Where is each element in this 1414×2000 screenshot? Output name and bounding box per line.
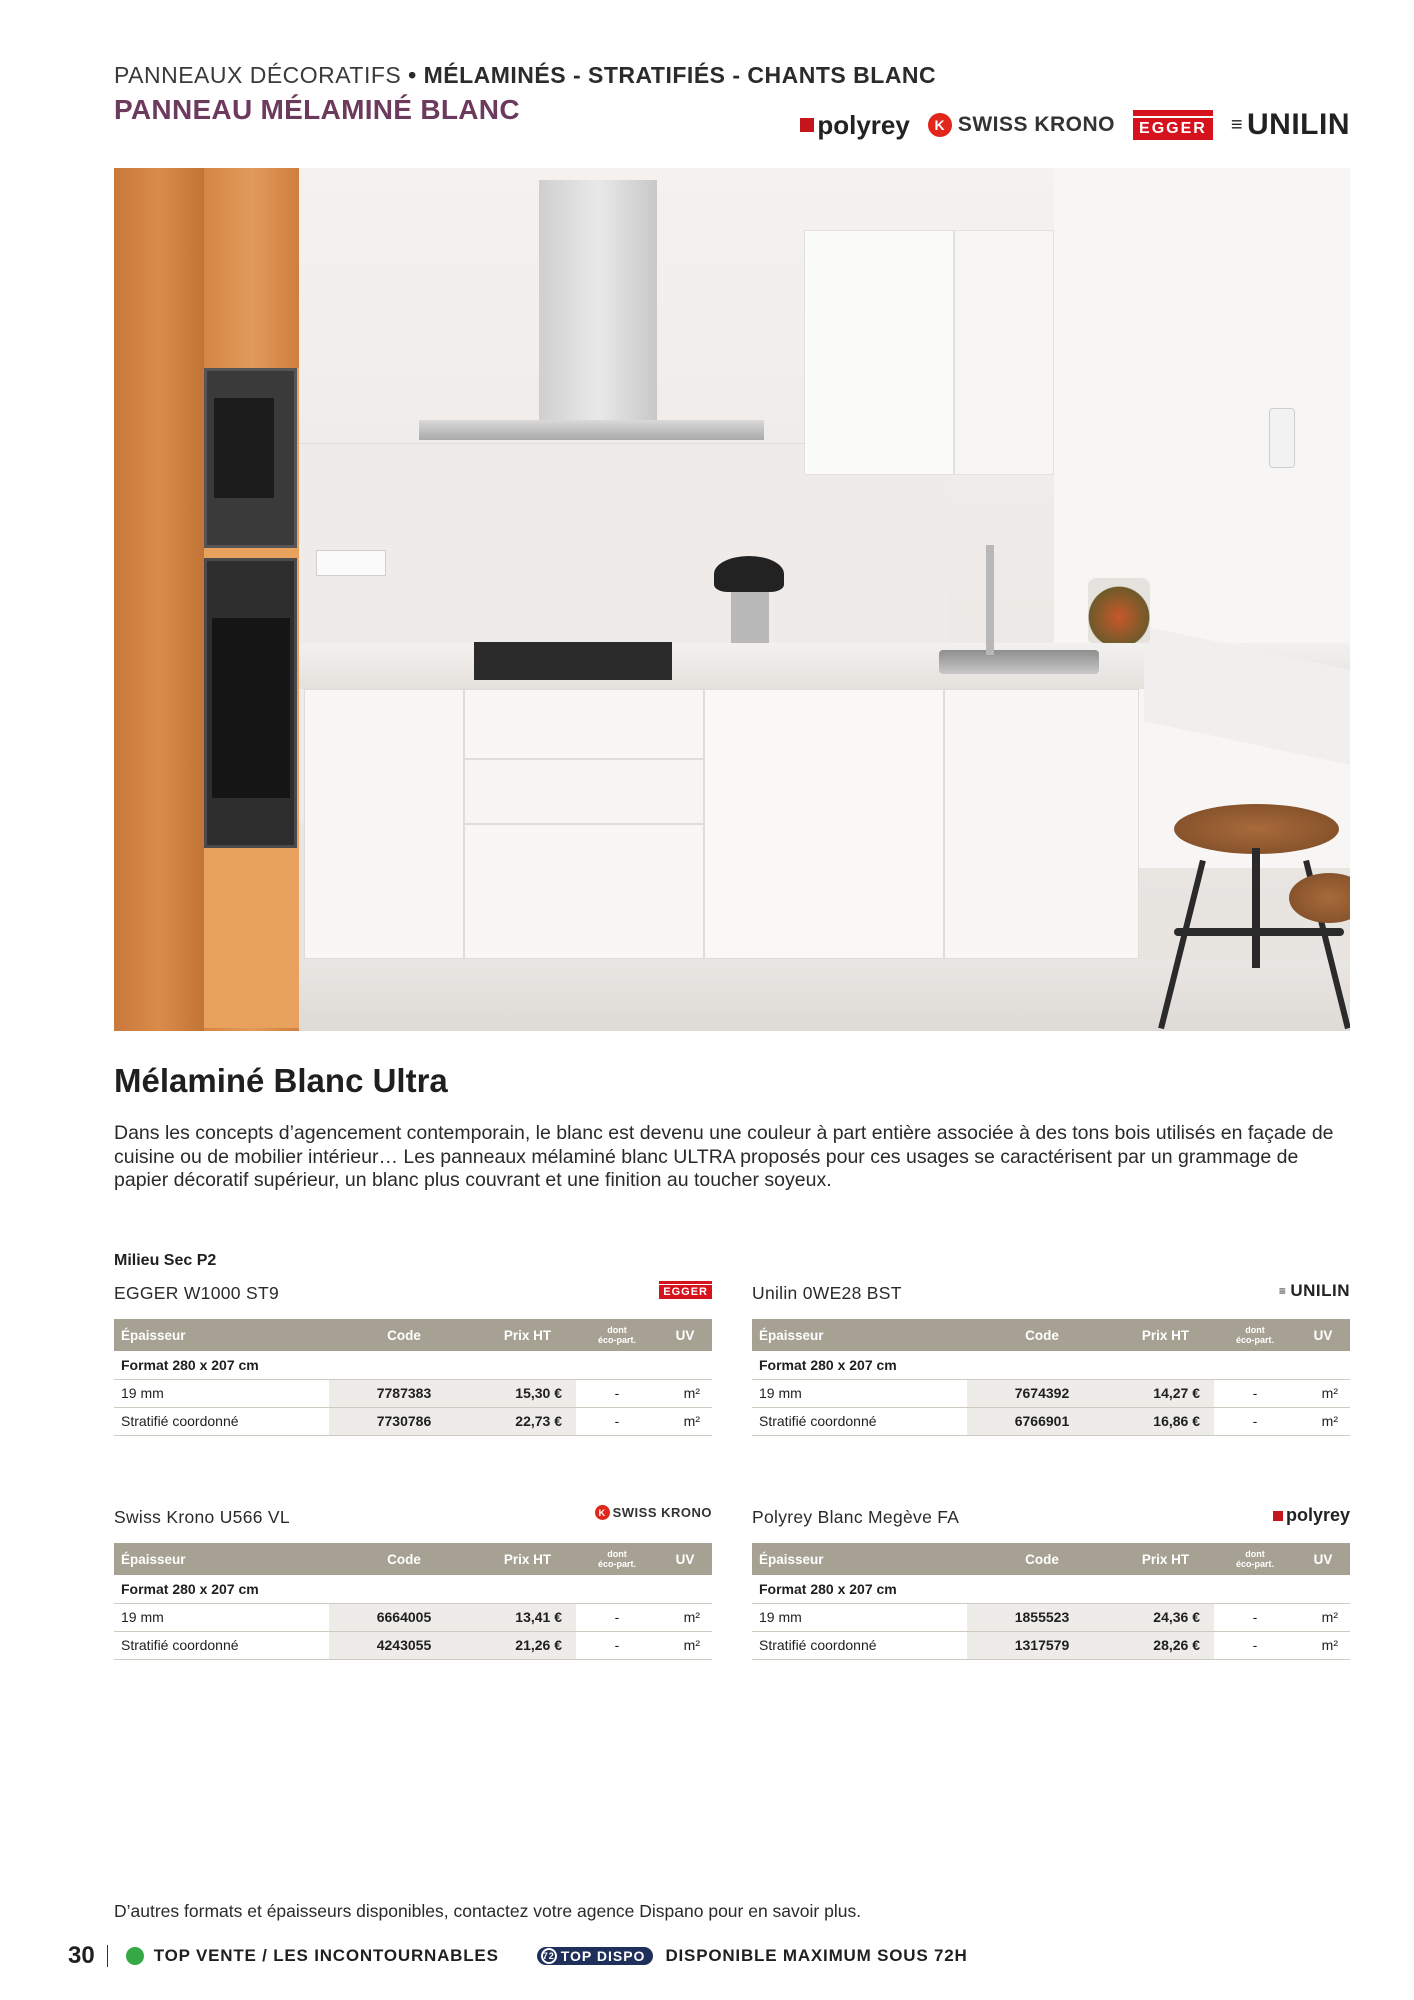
table-row bbox=[752, 1631, 1350, 1659]
footer-note: D’autres formats et épaisseurs disponibles, contactez votre agence Dispano pour en savoir plus. bbox=[114, 1901, 862, 1921]
polyrey-small-mark-icon bbox=[1273, 1511, 1283, 1521]
unilin-logo-small bbox=[1279, 1281, 1350, 1301]
kitchen-photo bbox=[114, 168, 1350, 1031]
polyrey-mark-icon bbox=[800, 118, 814, 132]
page-title: PANNEAU MÉLAMINÉ BLANC bbox=[114, 94, 520, 125]
header-bullet: • bbox=[408, 62, 417, 88]
top-dispo-badge bbox=[537, 1947, 654, 1965]
row-price: 13,41 € bbox=[479, 1603, 576, 1631]
row-eco: - bbox=[576, 1631, 658, 1659]
row-code: 1317579 bbox=[967, 1631, 1117, 1659]
product-block-name: Polyrey Blanc Megève FA bbox=[752, 1507, 960, 1527]
row-code: 7730786 bbox=[329, 1407, 479, 1435]
table-row bbox=[752, 1379, 1350, 1407]
row-uv: m² bbox=[658, 1603, 712, 1631]
row-eco: - bbox=[1214, 1407, 1296, 1435]
unilin-small-mark-icon: ≡ bbox=[1278, 1284, 1287, 1298]
table-row bbox=[114, 1379, 712, 1407]
brand-logos bbox=[800, 108, 1350, 142]
row-label: Stratifié coordonné bbox=[752, 1631, 967, 1659]
top-dispo-label: TOP DISPO bbox=[560, 1948, 646, 1964]
row-label: 19 mm bbox=[752, 1379, 967, 1407]
top-vente-dot-icon bbox=[126, 1947, 144, 1965]
row-code: 6664005 bbox=[329, 1603, 479, 1631]
col-uv: UV bbox=[1296, 1543, 1350, 1575]
clock-icon: 72 bbox=[541, 1948, 557, 1964]
format-row: Format 280 x 207 cm bbox=[752, 1575, 1350, 1603]
product-title: Mélaminé Blanc Ultra bbox=[114, 1062, 448, 1099]
row-eco: - bbox=[1214, 1603, 1296, 1631]
footer-divider bbox=[107, 1945, 108, 1967]
col-code: Code bbox=[329, 1543, 479, 1575]
col-prix: Prix HT bbox=[1117, 1319, 1214, 1351]
row-uv: m² bbox=[1296, 1379, 1350, 1407]
swiss-krono-logo-text: SWISS KRONO bbox=[957, 113, 1116, 136]
row-price: 24,36 € bbox=[1117, 1603, 1214, 1631]
col-code: Code bbox=[967, 1319, 1117, 1351]
polyrey-logo-small bbox=[1273, 1505, 1350, 1526]
egger-logo-small bbox=[659, 1281, 712, 1299]
table-row bbox=[114, 1631, 712, 1659]
col-prix: Prix HT bbox=[479, 1543, 576, 1575]
egger-logo bbox=[1133, 110, 1213, 140]
swiss-krono-logo bbox=[928, 113, 1115, 137]
egger-logo-small-text: EGGER bbox=[659, 1285, 712, 1299]
product-description: Dans les concepts d’agencement contemporain, le blanc est devenu une couleur à part entière associée à des tons bois utilisés en façade de cuisine ou de mobilier intérieur… Les panneaux mélaminé blanc ULTRA proposés pour ces usages se caractérisent par un grammage de papier décoratif supérieur, un blanc plus couvrant et une finition au toucher soyeux. bbox=[114, 1122, 1334, 1191]
table-row bbox=[752, 1603, 1350, 1631]
product-block-name: Unilin 0WE28 BST bbox=[752, 1283, 902, 1303]
row-eco: - bbox=[1214, 1631, 1296, 1659]
format-row: Format 280 x 207 cm bbox=[114, 1575, 712, 1603]
swiss-krono-small-mark-icon: K bbox=[595, 1505, 610, 1520]
row-eco: - bbox=[1214, 1379, 1296, 1407]
col-eco: dont éco-part. bbox=[1214, 1543, 1296, 1575]
col-code: Code bbox=[967, 1543, 1117, 1575]
col-eco: dont éco-part. bbox=[1214, 1319, 1296, 1351]
col-epaisseur: Épaisseur bbox=[752, 1543, 967, 1575]
header-category: PANNEAUX DÉCORATIFS bbox=[114, 62, 402, 88]
row-price: 15,30 € bbox=[479, 1379, 576, 1407]
header-subcategory: MÉLAMINÉS - STRATIFIÉS - CHANTS BLANC bbox=[423, 62, 937, 88]
format-row: Format 280 x 207 cm bbox=[752, 1351, 1350, 1379]
polyrey-logo-text: polyrey bbox=[817, 109, 910, 140]
row-code: 7787383 bbox=[329, 1379, 479, 1407]
unilin-logo bbox=[1231, 108, 1350, 142]
row-code: 6766901 bbox=[967, 1407, 1117, 1435]
row-label: 19 mm bbox=[752, 1603, 967, 1631]
row-price: 21,26 € bbox=[479, 1631, 576, 1659]
page-number: 30 bbox=[68, 1942, 95, 1969]
swiss-krono-logo-small-text: SWISS KRONO bbox=[612, 1505, 712, 1520]
egger-logo-text: EGGER bbox=[1133, 118, 1213, 140]
price-table bbox=[114, 1319, 712, 1436]
swiss-krono-mark-icon: K bbox=[928, 113, 952, 137]
col-uv: UV bbox=[1296, 1319, 1350, 1351]
col-epaisseur: Épaisseur bbox=[114, 1319, 329, 1351]
unilin-logo-text: UNILIN bbox=[1247, 108, 1350, 141]
row-eco: - bbox=[576, 1379, 658, 1407]
price-table bbox=[114, 1543, 712, 1660]
row-label: Stratifié coordonné bbox=[114, 1631, 329, 1659]
row-code: 1855523 bbox=[967, 1603, 1117, 1631]
price-table bbox=[752, 1543, 1350, 1660]
format-row: Format 280 x 207 cm bbox=[114, 1351, 712, 1379]
row-code: 7674392 bbox=[967, 1379, 1117, 1407]
unilin-logo-small-text: UNILIN bbox=[1290, 1281, 1350, 1300]
col-code: Code bbox=[329, 1319, 479, 1351]
header-category-line bbox=[114, 62, 936, 89]
polyrey-logo-small-text: polyrey bbox=[1285, 1505, 1350, 1525]
col-uv: UV bbox=[658, 1543, 712, 1575]
availability-label: DISPONIBLE MAXIMUM SOUS 72H bbox=[665, 1946, 968, 1965]
row-eco: - bbox=[576, 1407, 658, 1435]
table-row bbox=[114, 1407, 712, 1435]
col-eco: dont éco-part. bbox=[576, 1319, 658, 1351]
row-uv: m² bbox=[1296, 1631, 1350, 1659]
row-price: 14,27 € bbox=[1117, 1379, 1214, 1407]
row-uv: m² bbox=[658, 1631, 712, 1659]
product-block-name: Swiss Krono U566 VL bbox=[114, 1507, 290, 1527]
row-label: Stratifié coordonné bbox=[752, 1407, 967, 1435]
table-row bbox=[752, 1407, 1350, 1435]
row-label: 19 mm bbox=[114, 1603, 329, 1631]
product-block-name: EGGER W1000 ST9 bbox=[114, 1283, 279, 1303]
row-price: 22,73 € bbox=[479, 1407, 576, 1435]
milieu-label: Milieu Sec P2 bbox=[114, 1252, 217, 1269]
row-uv: m² bbox=[1296, 1603, 1350, 1631]
row-label: Stratifié coordonné bbox=[114, 1407, 329, 1435]
footer-bar bbox=[68, 1942, 968, 1970]
row-uv: m² bbox=[658, 1407, 712, 1435]
row-eco: - bbox=[576, 1603, 658, 1631]
row-price: 16,86 € bbox=[1117, 1407, 1214, 1435]
swiss-krono-logo-small bbox=[595, 1505, 712, 1520]
col-epaisseur: Épaisseur bbox=[114, 1543, 329, 1575]
row-uv: m² bbox=[658, 1379, 712, 1407]
col-uv: UV bbox=[658, 1319, 712, 1351]
col-prix: Prix HT bbox=[479, 1319, 576, 1351]
price-table bbox=[752, 1319, 1350, 1436]
row-uv: m² bbox=[1296, 1407, 1350, 1435]
table-row bbox=[114, 1603, 712, 1631]
polyrey-logo bbox=[800, 110, 910, 141]
row-price: 28,26 € bbox=[1117, 1631, 1214, 1659]
col-eco: dont éco-part. bbox=[576, 1543, 658, 1575]
row-code: 4243055 bbox=[329, 1631, 479, 1659]
col-epaisseur: Épaisseur bbox=[752, 1319, 967, 1351]
col-prix: Prix HT bbox=[1117, 1543, 1214, 1575]
row-label: 19 mm bbox=[114, 1379, 329, 1407]
unilin-mark-icon: ≡ bbox=[1230, 113, 1243, 136]
top-vente-label: TOP VENTE / LES INCONTOURNABLES bbox=[153, 1946, 499, 1965]
